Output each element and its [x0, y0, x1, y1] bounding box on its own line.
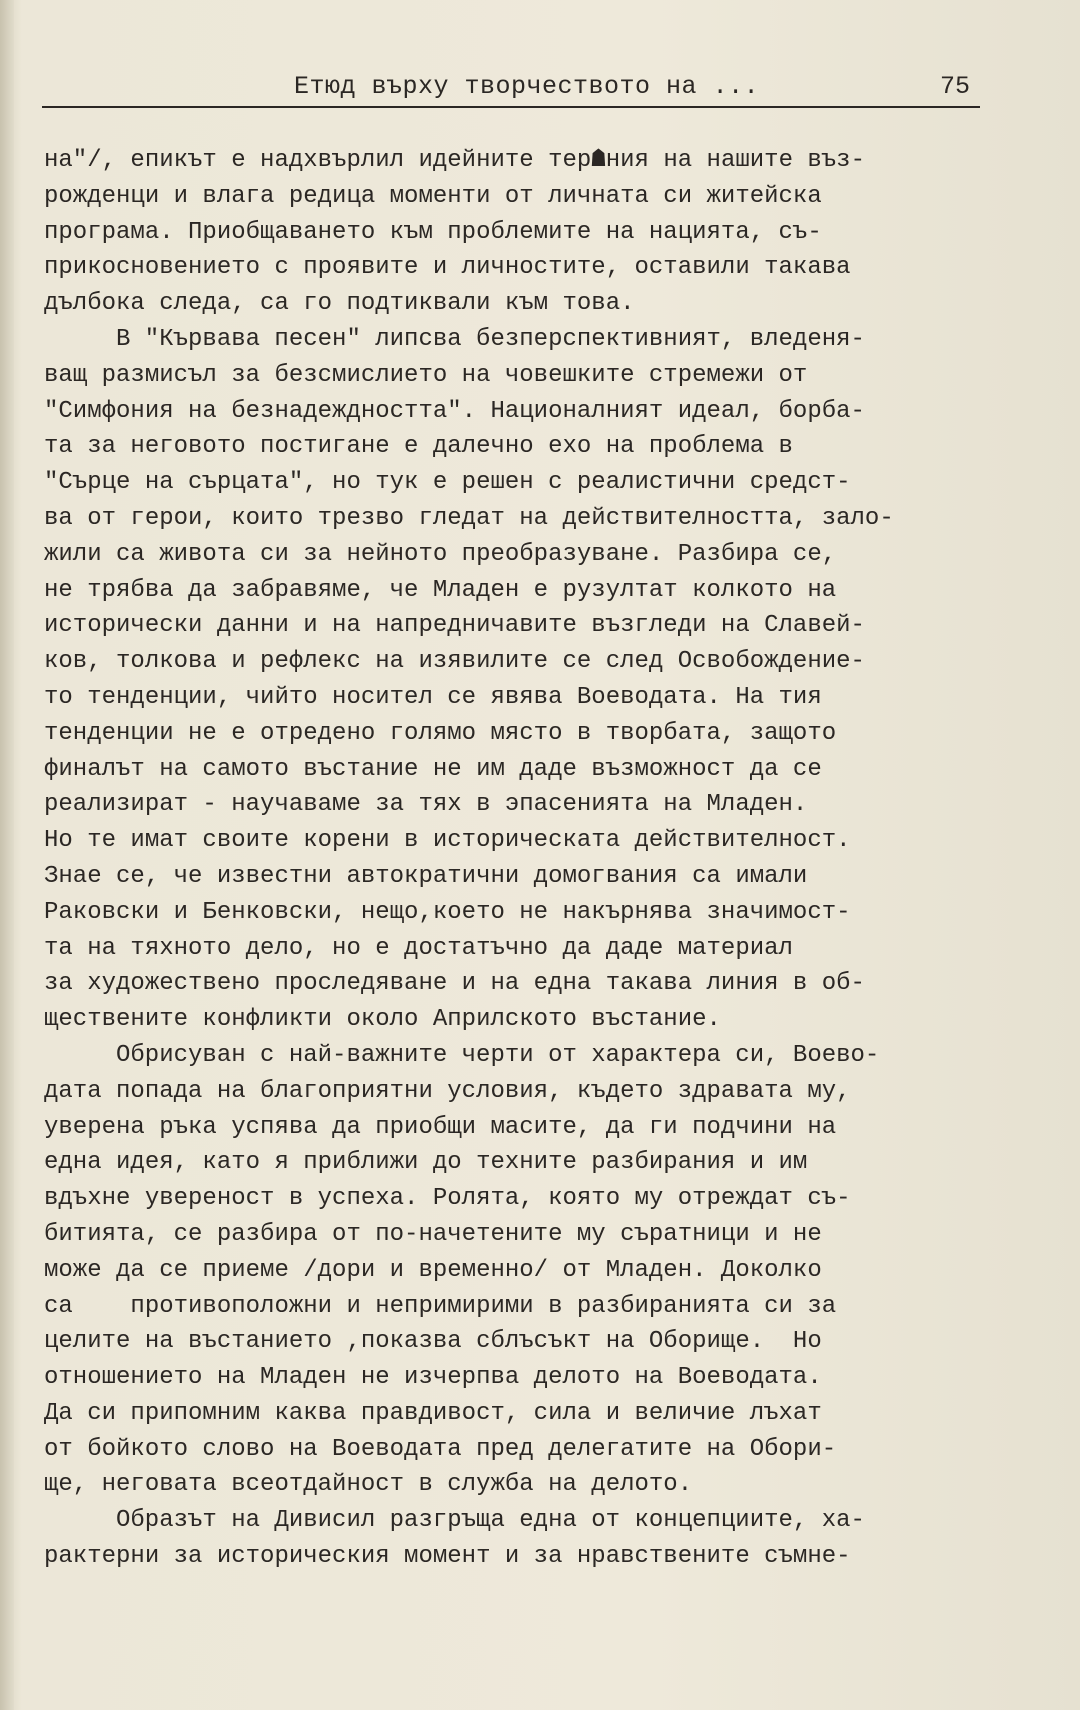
text-line: ков, толкова и рефлекс на изявилите се след Освобождение-	[44, 648, 865, 676]
text-line: рактерни за историческия момент и за нравствените съмне-	[44, 1543, 851, 1571]
text-line: една идея, като я приближи до техните разбирания и им	[44, 1149, 808, 1177]
text-line: вдъхне увереност в успеха. Ролята, която му отреждат съ-	[44, 1185, 851, 1213]
text-line: уверена ръка успява да приобщи масите, да ги подчини на	[44, 1113, 837, 1141]
text-line: от бойкото слово на Воеводата пред делегатите на Обори-	[44, 1435, 837, 1463]
text-line: на"/, епикът е надхвърлил идейните тер☗ния на нашите въз-	[44, 147, 865, 174]
text-line: ществените конфликти около Априлското въстание.	[44, 1006, 721, 1034]
text-line: жили са живота си за нейното преобразуване. Разбира се,	[44, 540, 837, 568]
text-line: не трябва да забравяме, че Младен е рузултат колкото на	[44, 576, 837, 604]
binding-edge	[0, 0, 14, 1710]
text-line: битията, се разбира от по-начетените му съратници и не	[44, 1220, 822, 1248]
text-line: "Сърце на сърцата", но тук е решен с реалистични средст-	[44, 469, 851, 497]
text-line: рожденци и влага редица моменти от личната си житейска	[44, 182, 822, 210]
text-line: програма. Приобщаването към проблемите на нацията, съ-	[44, 218, 822, 246]
page-number: 75	[939, 72, 970, 101]
text-line: са противоположни и непримирими в разбиранията си за	[44, 1292, 837, 1320]
text-line: прикосновението с проявите и личностите, оставили такава	[44, 254, 851, 282]
text-line: реализират - научаваме за тях в эпасенията на Младен.	[44, 791, 808, 819]
text-line: то тенденции, чийто носител се явява Воеводата. На тия	[44, 683, 822, 711]
text-line: дата попада на благоприятни условия, където здравата му,	[44, 1077, 851, 1105]
text-line: исторически данни и на напредничавите възгледи на Славей-	[44, 612, 865, 640]
text-line: целите на въстанието ,показва сблъсъкт на Оборище. Но	[44, 1328, 822, 1356]
text-line: Но те имат своите корени в историческата действителност.	[44, 827, 851, 855]
text-line: Знае се, че известни автократични домогвания са имали	[44, 862, 808, 890]
text-line: дълбока следа, са го подтиквали към това.	[44, 290, 635, 318]
text-line: ще, неговата всеотдайност в служба на делото.	[44, 1471, 693, 1499]
text-line: тенденции не е отредено голямо място в творбата, защото	[44, 719, 837, 747]
text-line: за художествено проследяване и на една такава линия в об-	[44, 970, 865, 998]
running-header	[42, 70, 980, 108]
paragraph-first-line: Образът на Дивисил разгръща една от концепциите, ха-	[116, 1507, 865, 1535]
text-line: ващ размисъл за безсмислието на човешките стремежи от	[44, 361, 808, 389]
text-line: финалът на самото въстание не им даде възможност да се	[44, 755, 822, 783]
text-line: Раковски и Бенковски, нещо,което не накърнява значимост-	[44, 898, 851, 926]
text-line: Да си припомним каква правдивост, сила и величие лъхат	[44, 1399, 822, 1427]
paragraph-first-line: Обрисуван с най-важните черти от характера си, Воево-	[116, 1041, 880, 1069]
text-line: може да се приеме /дори и временно/ от Младен. Доколко	[44, 1256, 822, 1284]
text-line: та на тяхното дело, но е достатъчно да даде материал	[44, 934, 793, 962]
text-line: ва от герои, които трезво гледат на действителността, зало-	[44, 504, 894, 532]
paragraph-first-line: В "Кървава песен" липсва безперспективният, вледеня-	[116, 325, 865, 353]
text-line: "Симфония на безнадеждността". Националният идеал, борба-	[44, 397, 865, 425]
text-line: отношението на Младен не изчерпва делото на Воеводата.	[44, 1364, 822, 1392]
running-title: Етюд върху творчеството на ...	[294, 72, 760, 101]
body-text	[44, 143, 1034, 1575]
text-line: та за неговото постигане е далечно ехо на проблема в	[44, 433, 793, 461]
